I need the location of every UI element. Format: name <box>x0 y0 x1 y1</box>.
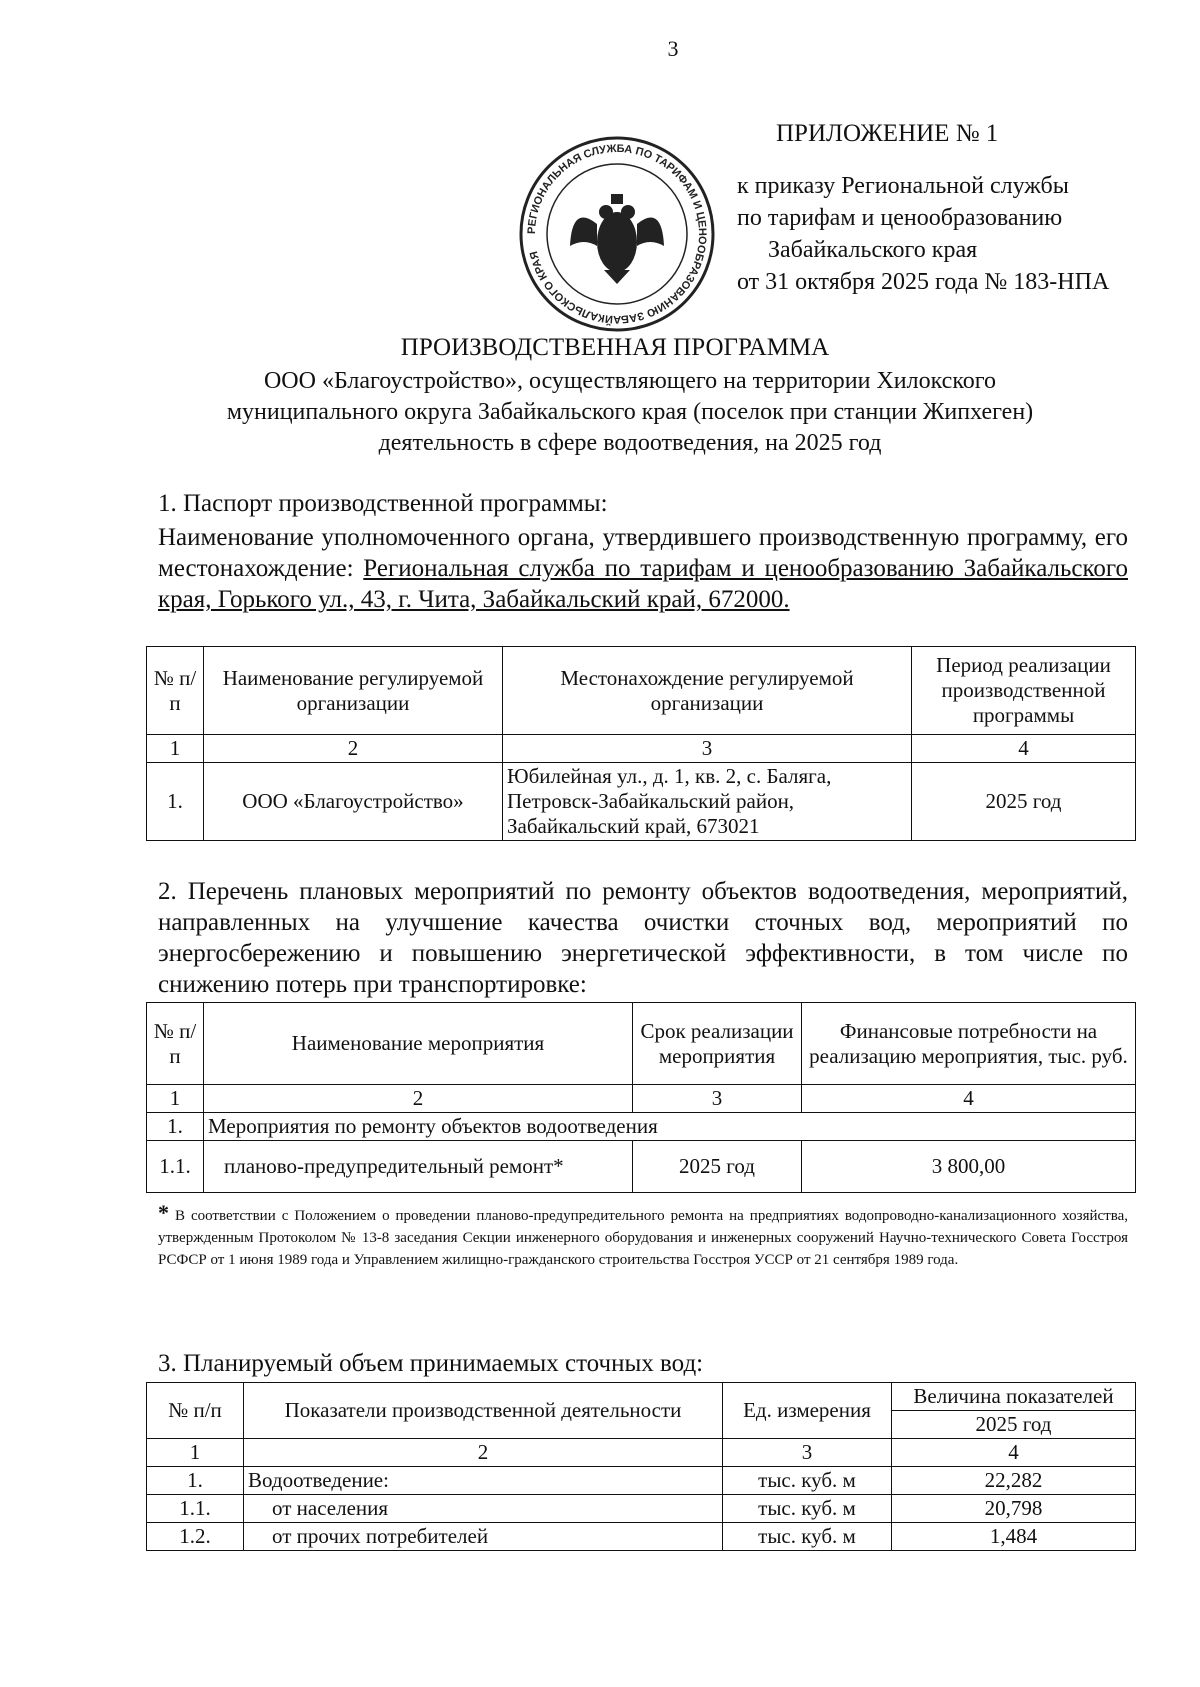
table-row <box>147 1113 1136 1141</box>
row-number: 1.1. <box>147 1141 204 1193</box>
official-seal-icon <box>492 134 742 334</box>
indicator-unit: тыс. куб. м <box>723 1467 892 1495</box>
passport-table <box>146 646 1136 841</box>
footnote <box>158 1202 1128 1271</box>
page-number: 3 <box>667 36 679 61</box>
column-number: 4 <box>802 1085 1136 1113</box>
table-row <box>147 763 1136 841</box>
seal-outer-text: РЕГИОНАЛЬНАЯ СЛУЖБА ПО ТАРИФАМ И ЦЕНООБРАЗОВАНИЮ ЗАБАЙКАЛЬСКОГО КРАЯ <box>525 142 709 326</box>
section1-text <box>158 522 1128 615</box>
indicator-unit: тыс. куб. м <box>723 1495 892 1523</box>
column-number: 1 <box>147 735 204 763</box>
table-header: Период реализации производственной программы <box>912 647 1136 735</box>
indicator-name: Водоотведение: <box>244 1467 723 1495</box>
activity-cost: 3 800,00 <box>802 1141 1136 1193</box>
activity-name: планово-предупредительный ремонт* <box>204 1141 633 1193</box>
address-line: Юбилейная ул., д. 1, кв. 2, с. Баляга, <box>507 764 832 788</box>
table-header: Ед. измерения <box>723 1383 892 1439</box>
row-number: 1.1. <box>147 1495 244 1523</box>
section1-body: Наименование уполномоченного органа, утвердившего производственную программу, его местонахождение: <box>158 524 1128 582</box>
section3-heading: 3. Планируемый объем принимаемых сточных вод: <box>158 1350 704 1377</box>
table-header: Финансовые потребности на реализацию мероприятия, тыс. руб. <box>802 1003 1136 1085</box>
column-number: 3 <box>723 1439 892 1467</box>
row-number: 1. <box>147 1467 244 1495</box>
table-row <box>147 1467 1136 1495</box>
section1-heading: 1. Паспорт производственной программы: <box>158 490 608 517</box>
approval-block <box>722 170 1112 298</box>
table-header: № п/п <box>147 647 204 735</box>
double-headed-eagle-icon <box>570 194 664 284</box>
subtitle-line: муниципального округа Забайкальского края (поселок при станции Жипхеген) <box>226 399 1034 425</box>
column-number: 2 <box>244 1439 723 1467</box>
footnote-text: В соответствии с Положением о проведении планово-предупредительного ремонта на предприятиях водопроводно-канализационного хозяйства, утвержденным Протоколом № 13-8 заседания Секции инженерного оборудования и инженерных сооружений Научно-технического Совета Госстроя РСФСР от 1 июня 1989 года и Управлением жилищно-гражданского строительства Госстроя УССР от 21 сентября 1989 года. <box>158 1208 1128 1268</box>
indicator-value: 22,282 <box>892 1467 1136 1495</box>
program-period: 2025 год <box>912 763 1136 841</box>
indicator-name: от населения <box>244 1495 723 1523</box>
column-number: 4 <box>892 1439 1136 1467</box>
table-header: Наименование регулируемой организации <box>204 647 503 735</box>
approval-line: Забайкальского края <box>768 237 978 263</box>
organization-name: ООО «Благоустройство» <box>204 763 503 841</box>
activity-group: Мероприятия по ремонту объектов водоотведения <box>204 1113 1136 1141</box>
column-number: 2 <box>204 735 503 763</box>
approval-line: от 31 октября 2025 года № 183-НПА <box>737 269 1110 295</box>
table-header: № п/п <box>147 1383 244 1439</box>
authority-address: Региональная служба по тарифам и ценообразованию Забайкальского края, Горького ул., 43, г. Чита, Забайкальский край, 672000. <box>158 555 1128 613</box>
activities-table <box>146 1002 1136 1193</box>
table-row <box>147 1523 1136 1551</box>
row-number: 1. <box>147 1113 204 1141</box>
column-number: 1 <box>147 1085 204 1113</box>
row-number: 1.2. <box>147 1523 244 1551</box>
year-header: 2025 год <box>892 1411 1136 1439</box>
column-number: 3 <box>633 1085 802 1113</box>
document-title: ПРОИЗВОДСТВЕННАЯ ПРОГРАММА <box>400 334 830 361</box>
table-header: Показатели производственной деятельности <box>244 1383 723 1439</box>
activity-term: 2025 год <box>633 1141 802 1193</box>
indicator-name: от прочих потребителей <box>244 1523 723 1551</box>
approval-line: по тарифам и ценообразованию <box>737 205 1063 231</box>
table-row <box>147 1141 1136 1193</box>
section2-heading: 2. Перечень плановых мероприятий по ремонту объектов водоотведения, мероприятий, направленных на улучшение качества очистки сточных вод, мероприятий по энергосбережению и повышению энергетической эффективности, в том числе по снижению потерь при транспортировке: <box>158 878 1128 998</box>
document-subtitle <box>140 366 1120 459</box>
column-number: 2 <box>204 1085 633 1113</box>
address-line: Петровск-Забайкальский район, <box>507 789 795 813</box>
address-line: Забайкальский край, 673021 <box>507 814 760 838</box>
table-header: № п/п <box>147 1003 204 1085</box>
row-number: 1. <box>147 763 204 841</box>
organization-address <box>503 763 912 841</box>
footnote-mark: * <box>158 1200 169 1225</box>
indicator-unit: тыс. куб. м <box>723 1523 892 1551</box>
table-row <box>147 1495 1136 1523</box>
approval-line: к приказу Региональной службы <box>737 173 1069 199</box>
subtitle-line: ООО «Благоустройство», осуществляющего на территории Хилокского <box>263 368 997 394</box>
table-header: Местонахождение регулируемой организации <box>503 647 912 735</box>
column-number: 1 <box>147 1439 244 1467</box>
table-header: Срок реализации мероприятия <box>633 1003 802 1085</box>
volume-table <box>146 1382 1136 1551</box>
indicator-value: 1,484 <box>892 1523 1136 1551</box>
column-number: 3 <box>503 735 912 763</box>
indicator-value: 20,798 <box>892 1495 1136 1523</box>
subtitle-line: деятельность в сфере водоотведения, на 2025 год <box>378 430 882 456</box>
column-number: 4 <box>912 735 1136 763</box>
table-header: Величина показателей <box>892 1383 1136 1411</box>
table-header: Наименование мероприятия <box>204 1003 633 1085</box>
appendix-title: ПРИЛОЖЕНИЕ № 1 <box>776 120 999 147</box>
